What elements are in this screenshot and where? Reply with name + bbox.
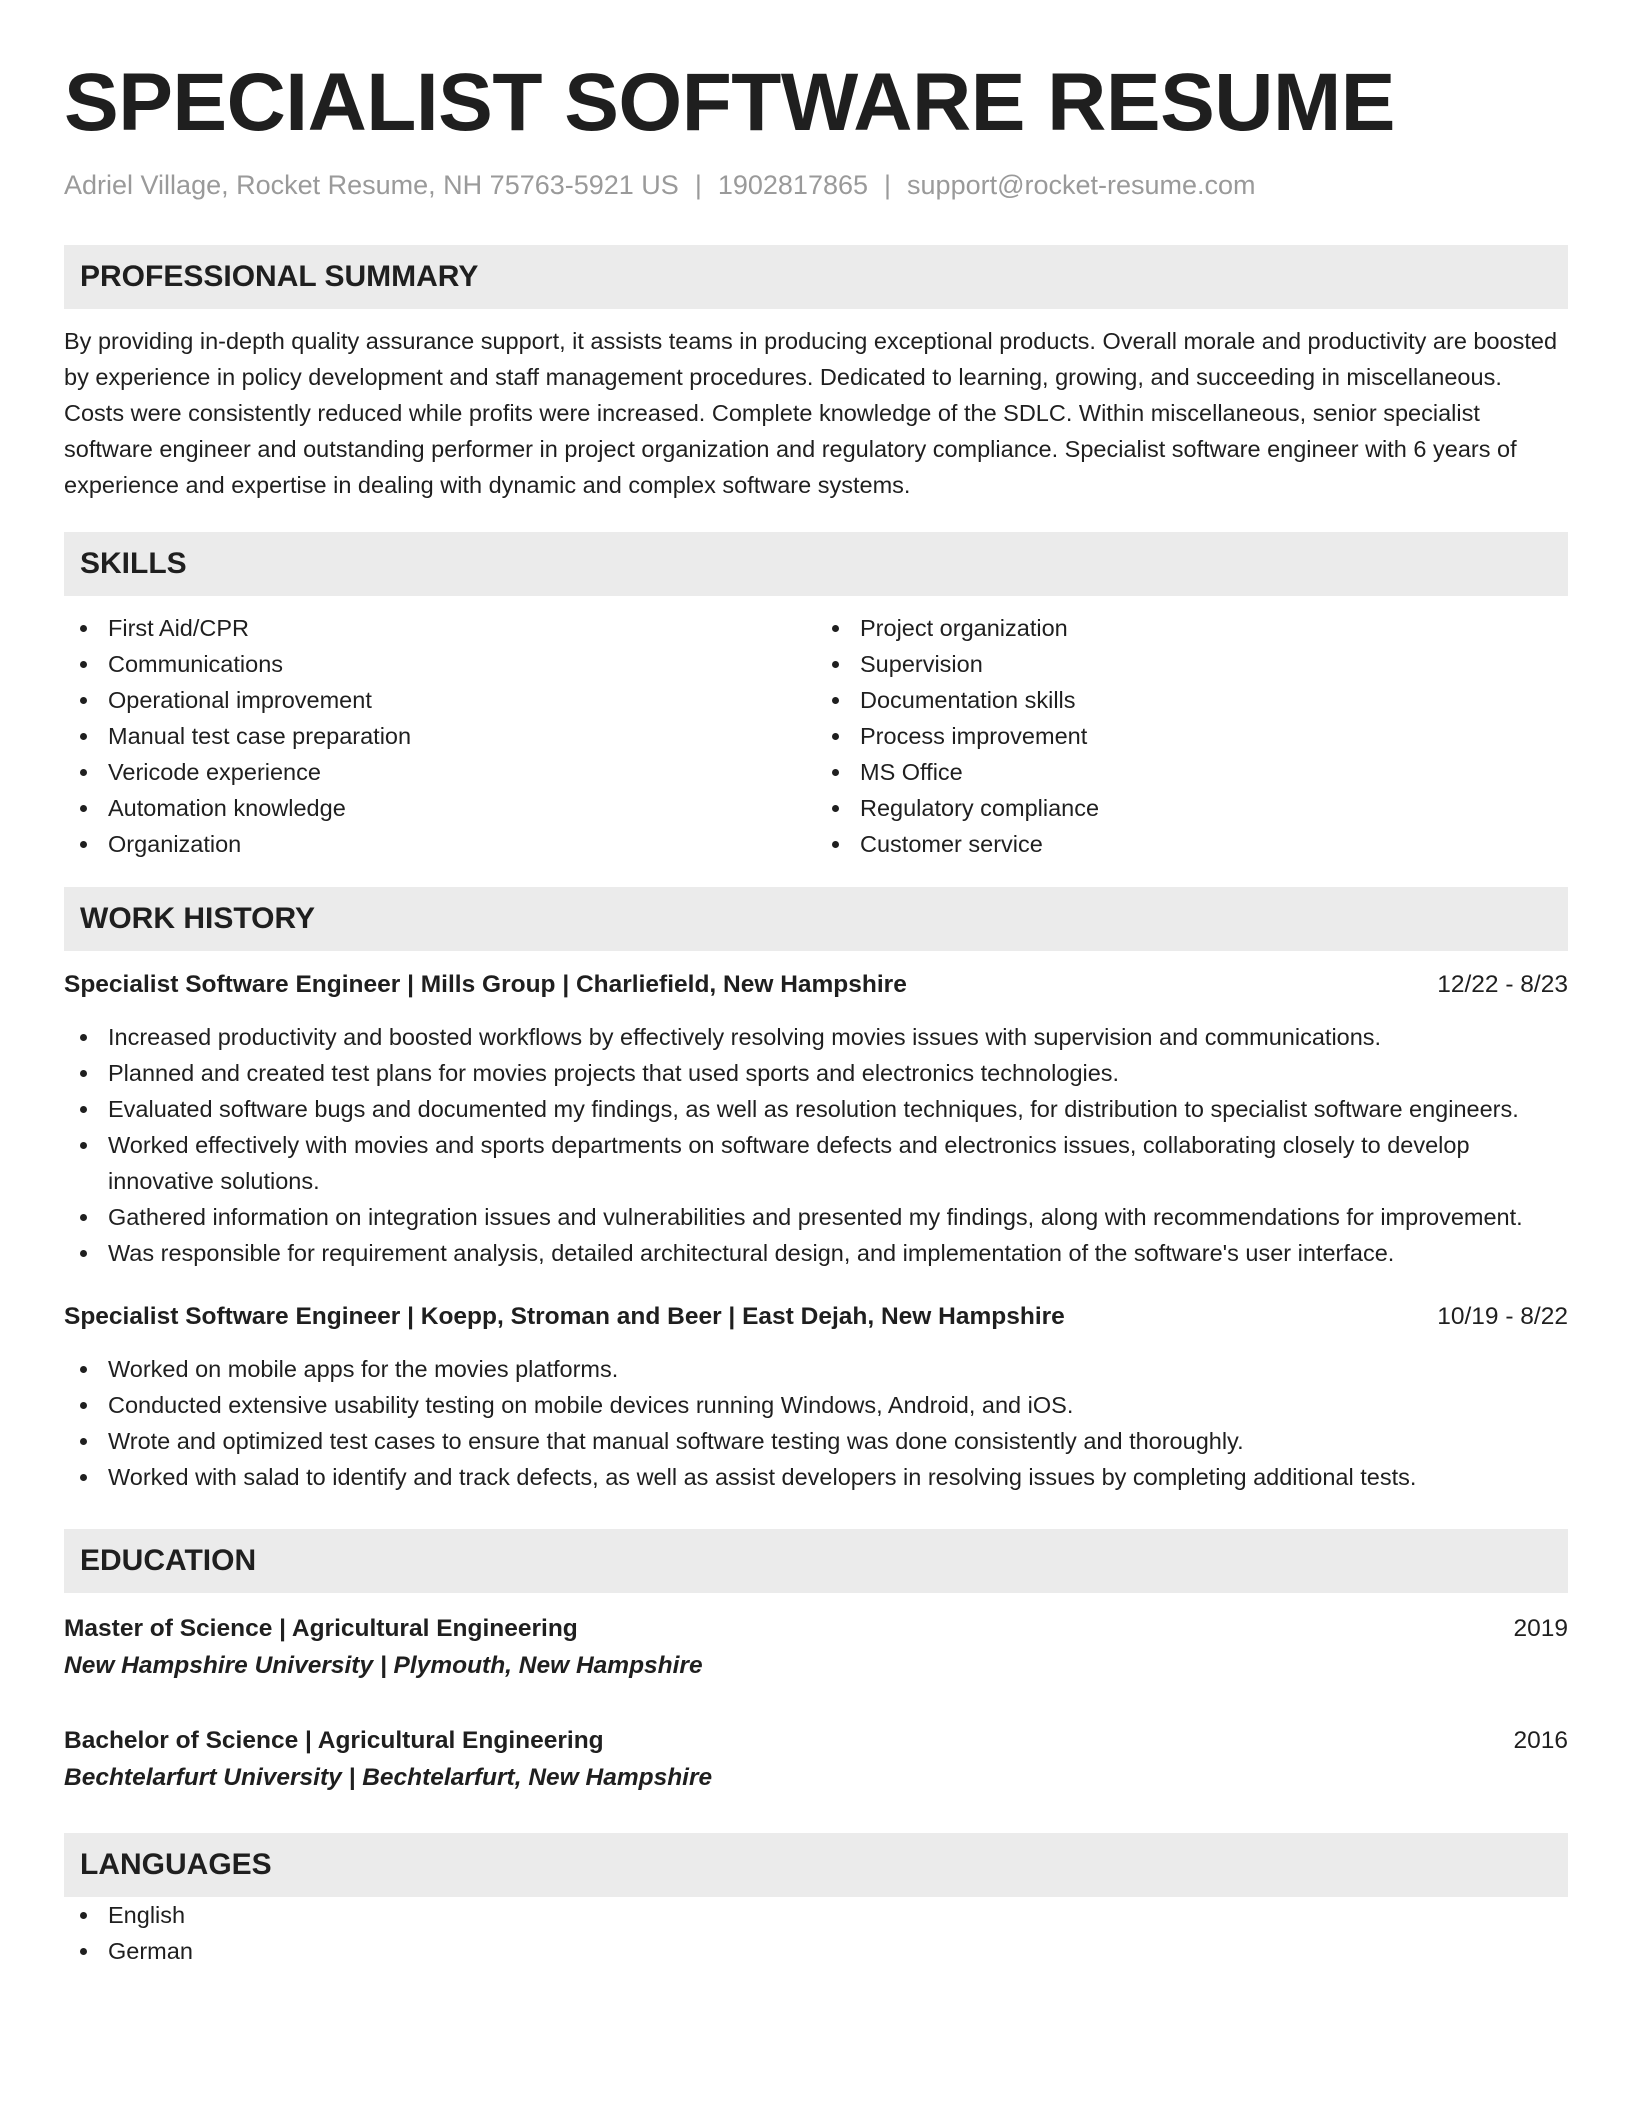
section-heading-summary: PROFESSIONAL SUMMARY bbox=[64, 245, 1568, 309]
section-heading-skills: SKILLS bbox=[64, 532, 1568, 596]
education-header bbox=[64, 1723, 1568, 1759]
job-bullet: Was responsible for requirement analysis, detailed architectural design, and implementation of the software's user interface. bbox=[64, 1235, 1568, 1271]
job-header bbox=[64, 967, 1568, 1003]
skill-item: Operational improvement bbox=[64, 682, 816, 718]
contact-separator: | bbox=[694, 170, 702, 200]
language-item: English bbox=[64, 1897, 1568, 1933]
education-year: 2019 bbox=[1513, 1615, 1568, 1643]
job-bullet: Worked effectively with movies and sports departments on software defects and electronics issues, collaborating closely to develop innovative solutions. bbox=[64, 1127, 1568, 1199]
skill-item: Supervision bbox=[816, 646, 1568, 682]
job-bullet: Conducted extensive usability testing on mobile devices running Windows, Android, and iOS. bbox=[64, 1387, 1568, 1423]
job-title: Specialist Software Engineer | Koepp, Stroman and Beer | East Dejah, New Hampshire bbox=[64, 1303, 1065, 1331]
language-item: German bbox=[64, 1933, 1568, 1969]
job-header bbox=[64, 1299, 1568, 1335]
skill-item: Customer service bbox=[816, 826, 1568, 862]
job-bullet: Gathered information on integration issues and vulnerabilities and presented my findings, along with recommendations for improvement. bbox=[64, 1199, 1568, 1235]
skill-item: Project organization bbox=[816, 610, 1568, 646]
job-entry bbox=[64, 1299, 1568, 1495]
section-heading-work-history: WORK HISTORY bbox=[64, 887, 1568, 951]
summary-text: By providing in-depth quality assurance support, it assists teams in producing exceptional products. Overall morale and productivity are boosted by experience in policy development and staff management procedures. Dedicated to learning, growing, and succeeding in miscellaneous. Costs were consistently reduced while profits were increased. Complete knowledge of the SDLC. Within miscellaneous, senior specialist software engineer and outstanding performer in project organization and regulatory compliance. Specialist software engineer with 6 years of experience and expertise in dealing with dynamic and complex software systems. bbox=[64, 328, 1558, 499]
education-year: 2016 bbox=[1513, 1727, 1568, 1755]
job-entry bbox=[64, 967, 1568, 1271]
skill-item: First Aid/CPR bbox=[64, 610, 816, 646]
skills-list bbox=[64, 610, 1568, 862]
job-dates: 10/19 - 8/22 bbox=[1437, 1303, 1568, 1331]
resume-title: SPECIALIST SOFTWARE RESUME bbox=[64, 57, 1395, 148]
education-header bbox=[64, 1611, 1568, 1647]
job-bullet: Worked on mobile apps for the movies platforms. bbox=[64, 1351, 1568, 1387]
skill-item: Process improvement bbox=[816, 718, 1568, 754]
job-bullets bbox=[64, 1351, 1568, 1495]
contact-email: support@rocket-resume.com bbox=[907, 170, 1256, 200]
skill-item: Automation knowledge bbox=[64, 790, 816, 826]
job-bullet: Planned and created test plans for movies projects that used sports and electronics technologies. bbox=[64, 1055, 1568, 1091]
skill-item: Vericode experience bbox=[64, 754, 816, 790]
job-bullet: Wrote and optimized test cases to ensure that manual software testing was done consistently and thoroughly. bbox=[64, 1423, 1568, 1459]
skill-item: Documentation skills bbox=[816, 682, 1568, 718]
education-school: Bechtelarfurt University | Bechtelarfurt, New Hampshire bbox=[64, 1764, 713, 1792]
skill-item: Communications bbox=[64, 646, 816, 682]
skills-column-right bbox=[816, 610, 1568, 862]
education-school: New Hampshire University | Plymouth, New Hampshire bbox=[64, 1652, 703, 1680]
contact-separator: | bbox=[884, 170, 892, 200]
job-bullets bbox=[64, 1019, 1568, 1271]
languages-list bbox=[64, 1897, 1568, 1969]
job-dates: 12/22 - 8/23 bbox=[1437, 971, 1568, 999]
skills-column-left bbox=[64, 610, 816, 862]
skill-item: Manual test case preparation bbox=[64, 718, 816, 754]
skill-item: Regulatory compliance bbox=[816, 790, 1568, 826]
job-bullet: Evaluated software bugs and documented my findings, as well as resolution techniques, for distribution to specialist software engineers. bbox=[64, 1091, 1568, 1127]
skill-item: MS Office bbox=[816, 754, 1568, 790]
section-heading-languages: LANGUAGES bbox=[64, 1833, 1568, 1897]
job-bullet: Worked with salad to identify and track defects, as well as assist developers in resolving issues by completing additional tests. bbox=[64, 1459, 1568, 1495]
section-heading-education: EDUCATION bbox=[64, 1529, 1568, 1593]
education-degree: Master of Science | Agricultural Engineering bbox=[64, 1615, 578, 1643]
job-bullet: Increased productivity and boosted workflows by effectively resolving movies issues with supervision and communications. bbox=[64, 1019, 1568, 1055]
contact-address: Adriel Village, Rocket Resume, NH 75763-5921 US bbox=[64, 170, 679, 200]
education-entry bbox=[64, 1723, 1568, 1797]
education-entry bbox=[64, 1611, 1568, 1685]
contact-phone: 1902817865 bbox=[717, 170, 869, 200]
contact-line bbox=[64, 168, 1568, 203]
education-degree: Bachelor of Science | Agricultural Engineering bbox=[64, 1727, 604, 1755]
job-title: Specialist Software Engineer | Mills Group | Charliefield, New Hampshire bbox=[64, 971, 907, 999]
skill-item: Organization bbox=[64, 826, 816, 862]
